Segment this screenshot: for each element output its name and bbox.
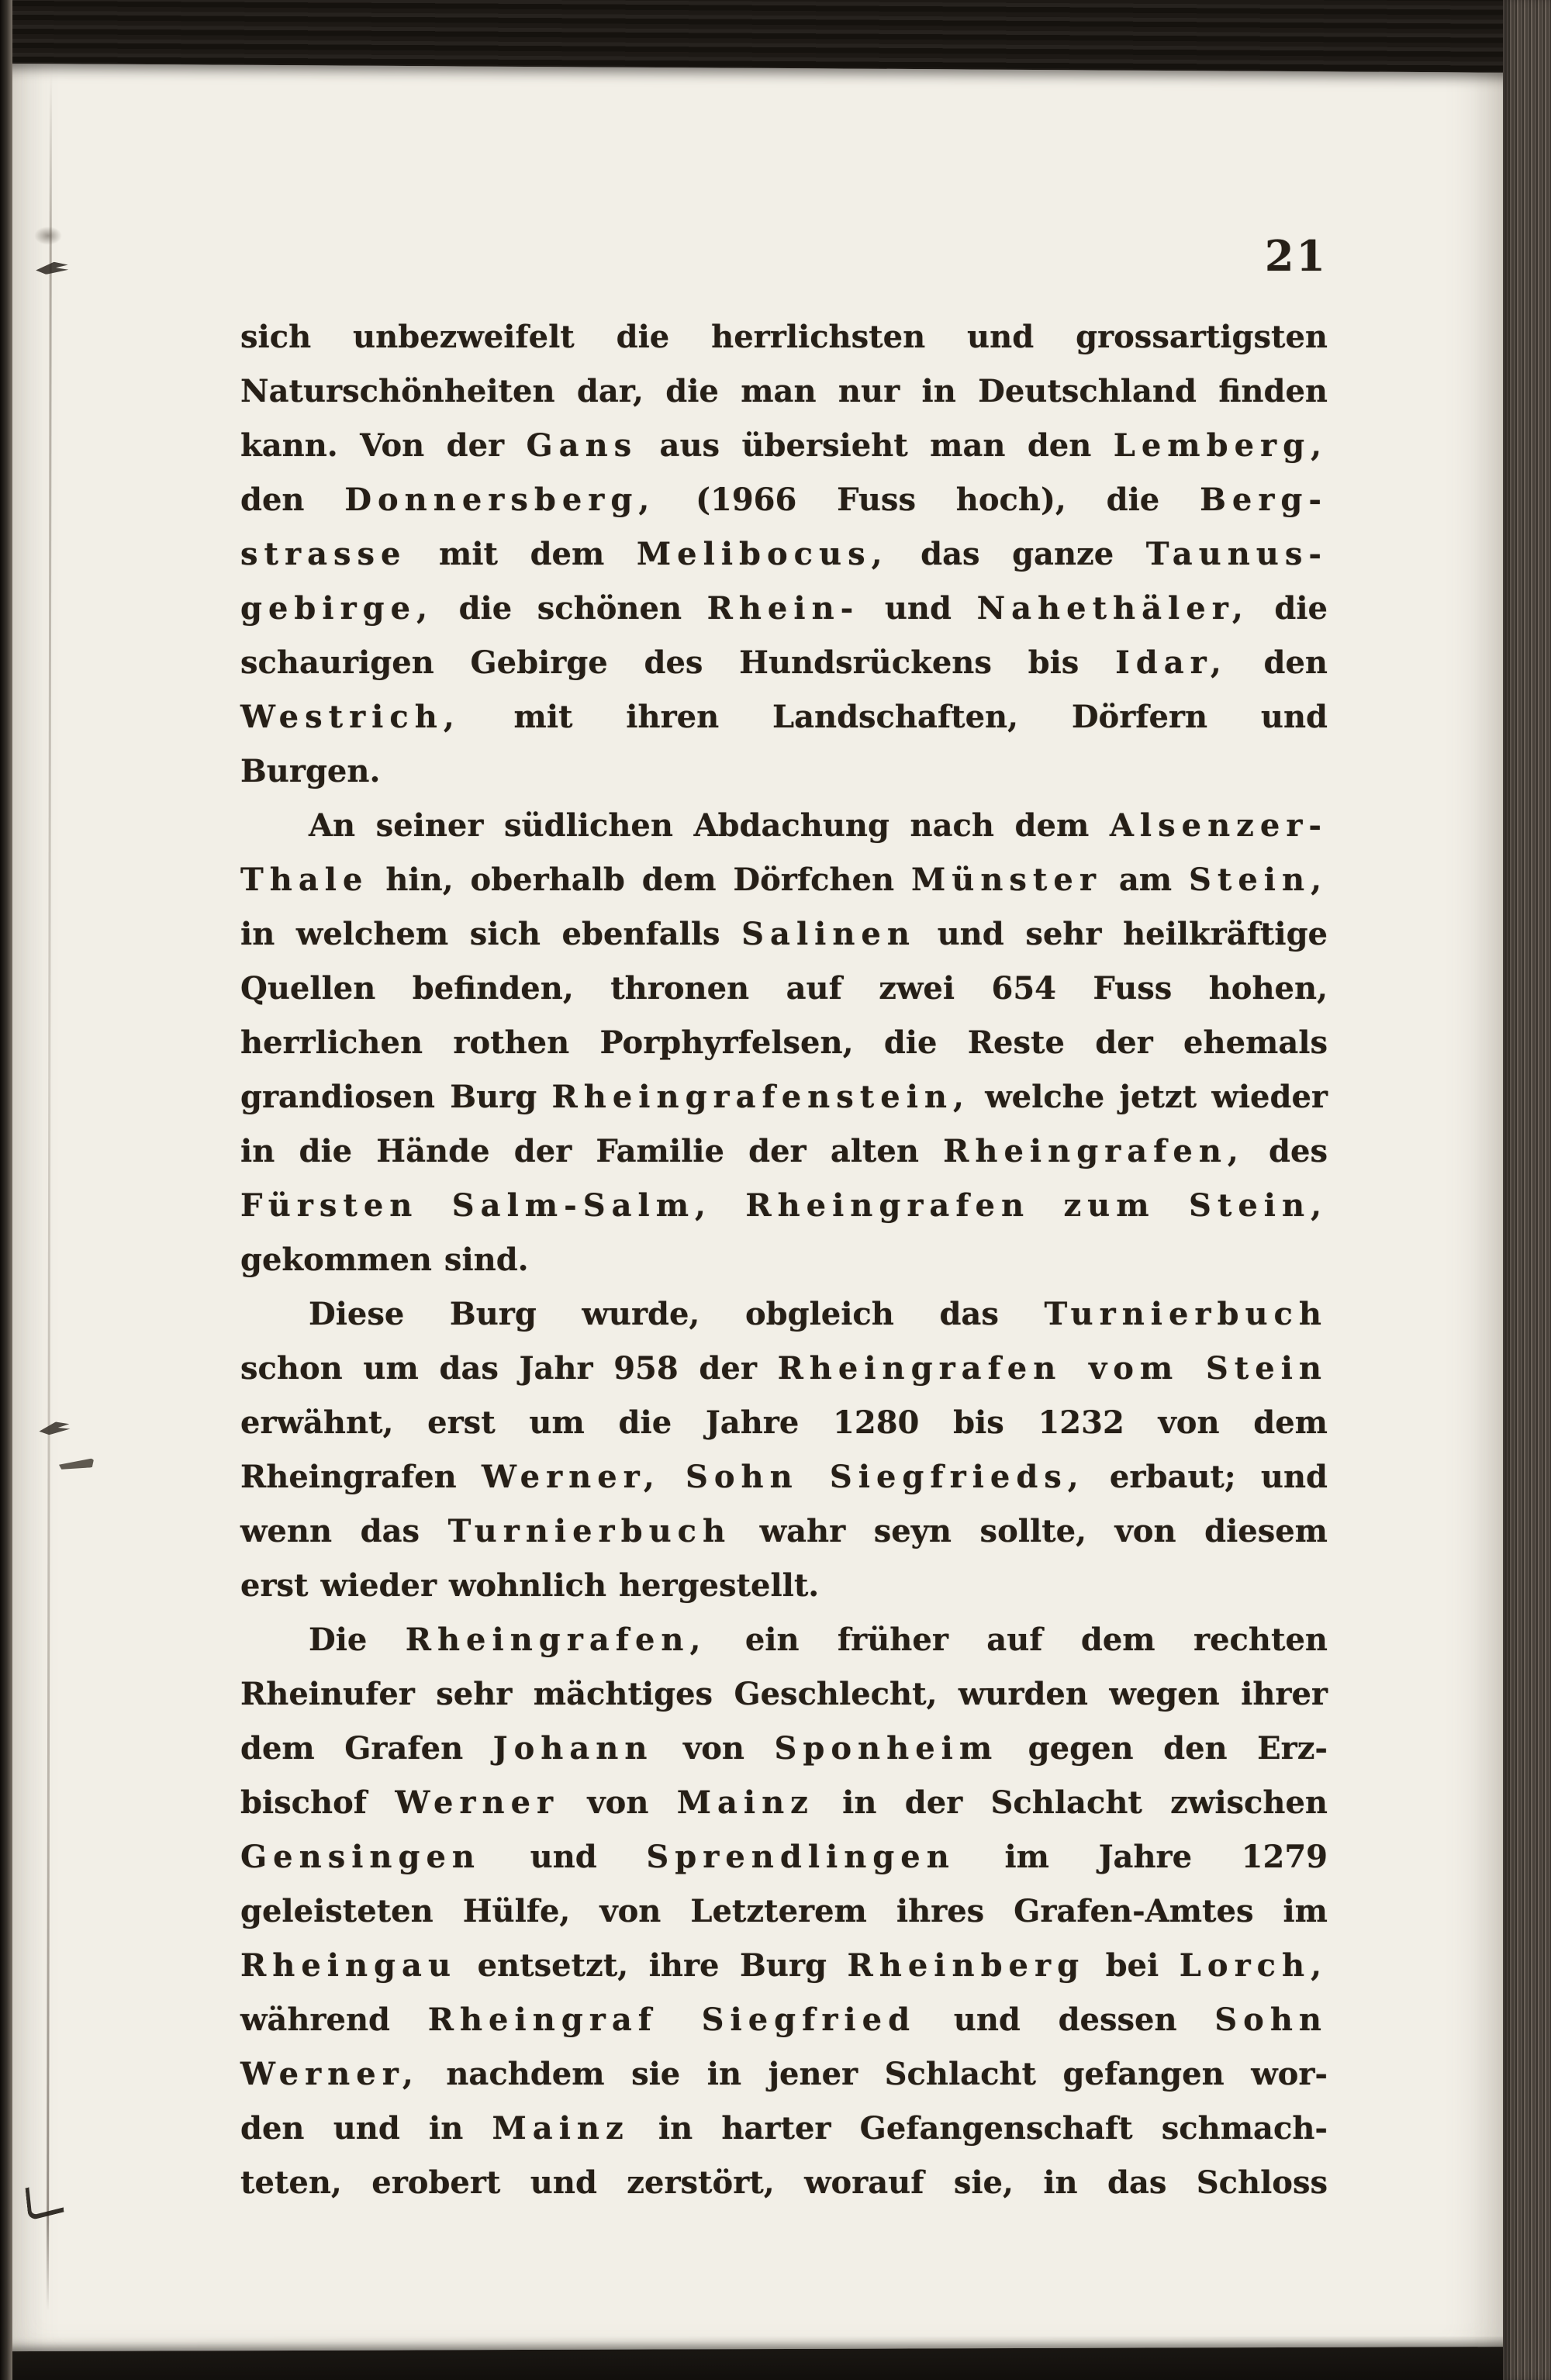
letterspaced-text: Rheingraf Siegfried: [427, 2002, 917, 2038]
body-text: den und in: [240, 2110, 492, 2147]
text-line: [240, 907, 1328, 962]
body-text: [661, 1459, 686, 1495]
letterspaced-text: Turnierbuch: [447, 1513, 732, 1549]
margin-ink-smudge: [34, 226, 62, 245]
text-line: [240, 1776, 1328, 1830]
letterspaced-text: Sponheim: [774, 1730, 999, 1767]
letterspaced-text: Rhein-: [706, 590, 860, 627]
text-line: [240, 690, 1328, 744]
text-block: [240, 310, 1328, 2210]
text-line: [240, 419, 1328, 473]
letterspaced-text: Berg-: [1200, 482, 1328, 518]
letterspaced-text: Rheinberg: [847, 1947, 1086, 1984]
body-text: gekommen sind.: [240, 1242, 529, 1278]
letterspaced-text: Mainz: [676, 1784, 814, 1821]
body-text: von: [653, 1730, 775, 1767]
body-text: mit ihren Landschaften, Dörfern und: [460, 699, 1328, 735]
text-line: [240, 962, 1328, 1016]
body-text: welche jetzt wieder: [969, 1079, 1328, 1115]
text-line: [240, 1993, 1328, 2047]
body-text: nachdem sie in jener Schlacht gefangen wor-: [419, 2056, 1328, 2092]
body-text: teten, erobert und zerstört, worauf sie, in das Schloss: [240, 2164, 1328, 2201]
letterspaced-text: Sohn: [1214, 2002, 1328, 2038]
body-text: Naturschönheiten dar, die man nur in Deutschland finden: [240, 373, 1328, 409]
letterspaced-text: Mainz: [492, 2110, 630, 2147]
body-text: aus übersieht man den: [637, 427, 1114, 464]
letterspaced-text: Sprendlingen: [646, 1839, 955, 1875]
letterspaced-text: Werner,: [240, 2056, 420, 2092]
text-line: [240, 2047, 1328, 2102]
body-text: und sehr heilkräftige: [915, 916, 1328, 952]
text-line: [240, 1070, 1328, 1124]
letterspaced-text: Idar,: [1115, 644, 1228, 681]
text-line: [240, 853, 1328, 907]
body-text: des: [1244, 1133, 1328, 1169]
text-line: [240, 1722, 1328, 1776]
letterspaced-text: Sohn Siegfrieds,: [685, 1459, 1085, 1495]
text-line: [240, 1830, 1328, 1884]
body-text: grandiosen Burg: [240, 1079, 552, 1115]
text-line: [240, 799, 1328, 853]
text-line: [240, 1613, 1328, 1667]
text-line: [240, 1884, 1328, 1939]
text-line: [240, 2156, 1328, 2210]
text-line: [240, 1179, 1328, 1233]
letterspaced-text: Lemberg,: [1113, 427, 1328, 464]
body-text: bischof: [240, 1784, 396, 1821]
letterspaced-text: Turnierbuch: [1044, 1296, 1328, 1332]
letterspaced-text: Thale: [240, 862, 369, 898]
body-text: am: [1101, 862, 1189, 898]
body-text: erwähnt, erst um die Jahre 1280 bis 1232 von dem: [240, 1404, 1328, 1441]
letterspaced-text: Werner: [395, 1784, 560, 1821]
text-line: [240, 1287, 1328, 1342]
text-line: [240, 1396, 1328, 1450]
body-text: sich unbezweifelt die herrlichsten und grossartigsten: [240, 319, 1328, 355]
body-text: im Jahre 1279: [955, 1839, 1328, 1875]
body-text: und: [859, 590, 977, 627]
letterspaced-text: Rheingrafen,: [943, 1133, 1245, 1169]
body-text: entsetzt, ihre Burg: [457, 1947, 848, 1984]
text-line: [240, 744, 1328, 799]
letterspaced-text: strasse: [240, 536, 407, 572]
body-text: den: [240, 482, 345, 518]
letterspaced-text: Taunus-: [1145, 536, 1328, 572]
letterspaced-text: Nahethäler,: [976, 590, 1249, 627]
letterspaced-text: Melibocus,: [636, 536, 889, 572]
text-line: [240, 1124, 1328, 1179]
body-text: wenn das: [240, 1513, 448, 1549]
body-text: schon um das Jahr 958 der: [240, 1350, 778, 1387]
letterspaced-text: Stein,: [1188, 862, 1328, 898]
body-text: die schönen: [434, 590, 707, 627]
body-text: mit dem: [406, 536, 637, 572]
letterspaced-text: Gans: [526, 427, 638, 464]
text-line: [240, 1342, 1328, 1396]
letterspaced-text: Salinen: [741, 916, 916, 952]
body-text: kann. Von der: [240, 427, 527, 464]
body-text: wahr seyn sollte, von diesem: [731, 1513, 1328, 1549]
text-line: [240, 1016, 1328, 1070]
page-number: 21: [1264, 231, 1328, 281]
body-text: Quellen befinden, thronen auf zwei 654 Fuss hohen,: [240, 970, 1328, 1007]
letterspaced-text: Fürsten Salm-Salm, Rheingrafen zum Stein,: [240, 1187, 1328, 1224]
text-line: [240, 1450, 1328, 1504]
body-text: während: [240, 2002, 428, 2038]
text-line: [240, 2102, 1328, 2156]
book-fore-edge-right: [1503, 0, 1551, 2380]
body-text: und dessen: [916, 2002, 1215, 2038]
letterspaced-text: Lorch,: [1179, 1947, 1328, 1984]
body-text: hin, oberhalb dem Dörfchen: [368, 862, 911, 898]
body-text: geleisteten Hülfe, von Letzterem ihres Grafen-Amtes im: [240, 1893, 1328, 1929]
book-edge-left: [0, 0, 12, 2380]
body-text: bei: [1085, 1947, 1180, 1984]
body-text: Diese Burg wurde, obgleich das: [309, 1296, 1045, 1332]
body-text: Die: [309, 1622, 406, 1658]
body-text: in harter Gefangenschaft schmach-: [629, 2110, 1328, 2147]
text-line: [240, 1233, 1328, 1287]
body-text: in welchem sich ebenfalls: [240, 916, 742, 952]
text-line: [240, 473, 1328, 527]
letterspaced-text: Donnersberg,: [344, 482, 656, 518]
letterspaced-text: Rheingrafenstein,: [551, 1079, 970, 1115]
text-line: [240, 1559, 1328, 1613]
body-text: das ganze: [888, 536, 1146, 572]
letterspaced-text: Johann: [492, 1730, 654, 1767]
body-text: die: [1249, 590, 1328, 627]
text-line: [240, 364, 1328, 419]
body-text: erbaut; und: [1084, 1459, 1328, 1495]
letterspaced-text: Werner,: [481, 1459, 661, 1495]
text-line: [240, 636, 1328, 690]
text-line: [240, 1667, 1328, 1722]
text-line: [240, 1939, 1328, 1993]
text-line: [240, 1504, 1328, 1559]
body-text: ein früher auf dem rechten: [706, 1622, 1328, 1658]
text-line: [240, 310, 1328, 364]
body-text: den: [1227, 644, 1328, 681]
body-text: dem Grafen: [240, 1730, 493, 1767]
letterspaced-text: Gensingen: [240, 1839, 481, 1875]
body-text: gegen den Erz-: [998, 1730, 1328, 1767]
body-text: herrlichen rothen Porphyrfelsen, die Reste der ehemals: [240, 1024, 1328, 1061]
body-text: in die Hände der Familie der alten: [240, 1133, 944, 1169]
body-text: (1966 Fuss hoch), die: [655, 482, 1200, 518]
text-line: [240, 582, 1328, 636]
body-text: und: [481, 1839, 647, 1875]
body-text: von: [559, 1784, 677, 1821]
body-text: erst wieder wohnlich hergestellt.: [240, 1567, 820, 1604]
body-text: An seiner südlichen Abdachung nach dem: [309, 807, 1110, 844]
letterspaced-text: Rheingau: [240, 1947, 458, 1984]
letterspaced-text: Westrich,: [240, 699, 461, 735]
letterspaced-text: Rheingrafen,: [405, 1622, 707, 1658]
body-text: Rheinufer sehr mächtiges Geschlecht, wurden wegen ihrer: [240, 1676, 1328, 1712]
letterspaced-text: gebirge,: [240, 590, 434, 627]
letterspaced-text: Alsenzer-: [1109, 807, 1328, 844]
body-text: in der Schlacht zwischen: [813, 1784, 1328, 1821]
body-text: schaurigen Gebirge des Hundsrückens bis: [240, 644, 1116, 681]
letterspaced-text: Münster: [910, 862, 1102, 898]
letterspaced-text: Rheingrafen vom Stein: [777, 1350, 1328, 1387]
body-text: Burgen.: [240, 753, 381, 789]
body-text: Rheingrafen: [240, 1459, 482, 1495]
text-line: [240, 527, 1328, 582]
